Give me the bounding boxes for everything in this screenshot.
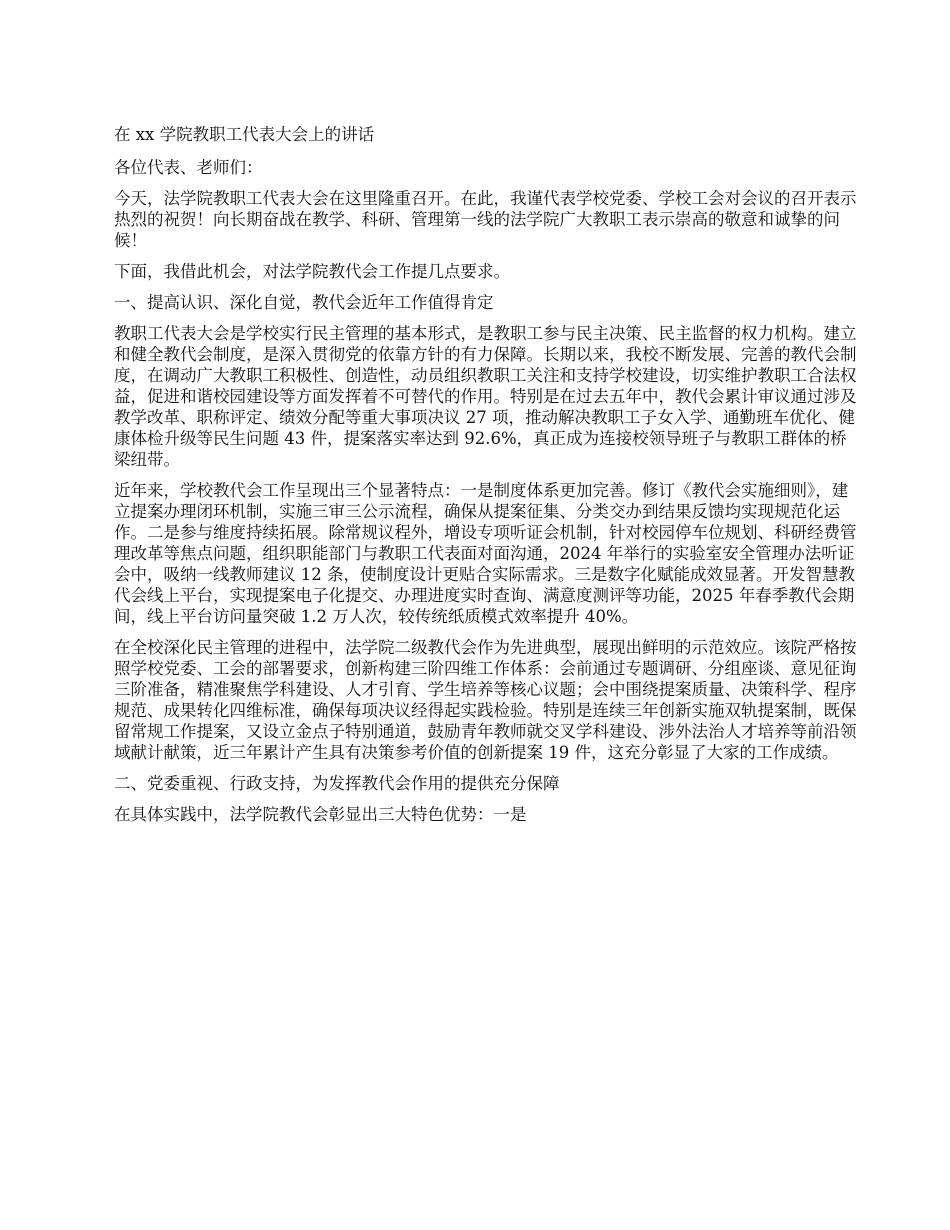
greeting: 各位代表、老师们： [114,158,263,177]
paragraph-section1-a: 教职工代表大会是学校实行民主管理的基本形式，是教职工参与民主决策、民主监督的权力机构。建立和健全教代会制度，是深入贯彻党的依靠方针的有力保障。长期以来，我校不断发展、完善的教代会制度，在调动广大教职工积极性、创造性，动员组织教职工关注和支持学校建设，切实维护教职工合法权益，促进和谐校园建设等方面发挥着不可替代的作用。特别是在过去五年中，教代会累计审议通过涉及教学改革、职称评定、绩效分配等重大事项决议 27 项，推动解决教职工子女入学、通勤班车优化、健康体检升级等民生问题 43 件，提案落实率达到 92.6%，真正成为连接校领导班子与教职工群体的桥梁纽带。 [114,324,857,469]
section-heading-1: 一、提高认识、深化自觉，教代会近年工作值得肯定 [114,293,494,312]
document-title: 在 xx 学院教职工代表大会上的讲话 [114,125,375,144]
paragraph-section2-a: 在具体实践中，法学院教代会彰显出三大特色优势：一是 [114,805,527,824]
paragraph-section1-c: 在全校深化民主管理的进程中，法学院二级教代会作为先进典型，展现出鲜明的示范效应。该院严格按照学校党委、工会的部署要求，创新构建三阶四维工作体系：会前通过专题调研、分组座谈、意见征询三阶准备，精准聚焦学科建设、人才引育、学生培养等核心议题；会中围绕提案质量、决策科学、程序规范、成果转化四维标准，确保每项决议经得起实践检验。特别是连续三年创新实施双轨提案制，既保留常规工作提案，又设立金点子特别通道，鼓励青年教师就交叉学科建设、涉外法治人才培养等前沿领域献计献策，近三年累计产生具有决策参考价值的创新提案 19 件，这充分彰显了大家的工作成绩。 [114,638,857,762]
paragraph-section1-b: 近年来，学校教代会工作呈现出三个显著特点：一是制度体系更加完善。修订《教代会实施细则》，建立提案办理闭环机制，实施三审三公示流程，确保从提案征集、分类交办到结果反馈均实现规范化运作。二是参与维度持续拓展。除常规议程外，增设专项听证会机制，针对校园停车位规划、科研经费管理改革等焦点问题，组织职能部门与教职工代表面对面沟通，2024 年举行的实验室安全管理办法听证会中，吸纳一线教师建议 12 条，使制度设计更贴合实际需求。三是数字化赋能成效显著。开发智慧教代会线上平台，实现提案电子化提交、办理进度实时查询、满意度测评等功能，2025 年春季教代会期间，线上平台访问量突破 1.2 万人次，较传统纸质模式效率提升 40%。 [114,481,857,626]
document-body [114,124,858,835]
paragraph-opening: 今天，法学院教职工代表大会在这里隆重召开。在此，我谨代表学校党委、学校工会对会议的召开表示热烈的祝贺！向长期奋战在教学、科研、管理第一线的法学院广大教职工表示崇高的敬意和诚挚的问候！ [114,189,857,250]
section-heading-2: 二、党委重视、行政支持，为发挥教代会作用的提供充分保障 [114,774,560,793]
paragraph-intro: 下面，我借此机会，对法学院教代会工作提几点要求。 [114,262,510,281]
